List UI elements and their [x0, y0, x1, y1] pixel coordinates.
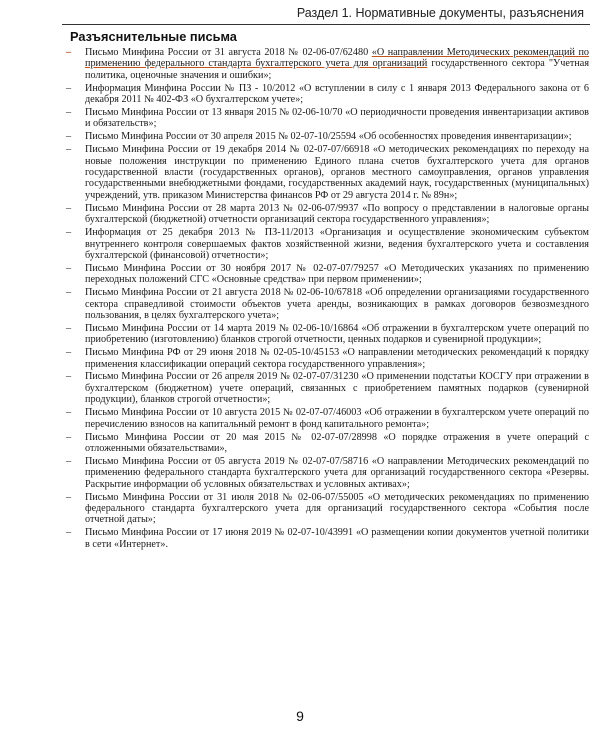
dash-marker: – — [66, 347, 72, 359]
dash-marker: – — [66, 371, 72, 383]
list-item — [62, 456, 589, 490]
dash-marker: – — [66, 431, 72, 443]
list-item — [62, 227, 589, 261]
list-item — [62, 47, 589, 81]
list-item — [62, 432, 589, 455]
list-item — [62, 287, 589, 321]
section-header: Раздел 1. Нормативные документы, разъяснения — [296, 6, 584, 20]
list-item — [62, 323, 589, 346]
list-item-text: Письмо Минфина РФ от 29 июня 2018 № 02-05-10/45153 «О направлении методических рекомендаций к порядку применения классификации операций сектора государственного управления»; — [85, 347, 589, 370]
list-item-text: Письмо Минфина России от 05 августа 2019 № 02-07-07/58716 «О направлении Методических рекомендаций по применению федерального стандарта бухгалтерского учета для организаций государственного сектора «Резервы. Раскрытие информации об условных обязательствах и условных активах»; — [85, 455, 589, 490]
dash-marker: – — [66, 144, 72, 156]
list-item-text: Письмо Минфина России от 14 марта 2019 № 02-06-10/16864 «Об отражении в бухгалтерском учете операций по приобретению (изготовлению) бланков строгой отчетности, ценных подарков и сувенирной продукции»; — [85, 322, 589, 346]
list-item-text: Письмо Минфина России от 30 ноября 2017 № 02-07-07/79257 «О Методических указаниях по применению переходных положений СГС «Основные средства» при первом применении»; — [85, 262, 589, 286]
dash-marker: – — [66, 262, 72, 274]
list-item-text: Письмо Минфина России от 13 января 2015 № 02-06-10/70 «О периодичности проведения инвентаризации активов и обязательств»; — [85, 107, 589, 130]
letters-list — [62, 47, 589, 552]
dash-marker: – — [66, 227, 72, 239]
list-item-text: Письмо Минфина России от 21 августа 2018 № 02-06-10/67818 «Об определении организациями государственного сектора справедливой стоимости объектов учета аренды, возникающих в рамках договоров безвозмездного пользования, в целях бухгалтерского учета»; — [85, 287, 589, 321]
pen-underlined-text: «О направлении Методических рекомендаций по применению федерального стандарта бухгалтерского учета для организаций — [85, 47, 589, 70]
list-item-text: государственного сектора "Учетная политика, оценочные значения и ошибки»; — [85, 58, 590, 81]
list-item — [62, 83, 589, 106]
list-item — [62, 203, 589, 226]
list-item-text: Письмо Минфина России от 31 августа 2018 № 02-06-07/62480 — [85, 47, 372, 58]
dash-marker: – — [66, 82, 72, 94]
dash-marker: – — [66, 491, 72, 503]
dash-marker: – — [66, 455, 72, 467]
dash-marker: – — [66, 527, 72, 539]
list-item-text: Письмо Минфина России от 19 декабря 2014 № 02-07-07/66918 «О методических рекомендациях по переходу на новые положения инструкции по применению Единого плана счетов бухгалтерского учета для органов государственной власти (государственных органов), органов местного самоуправления, органов управления государственными внебюджетными фондами, государственных академий наук, государственных (муниципальных) учреждений, утв. приказом Министерства финансов РФ от 29 августа 2014 г. № 89н»; — [85, 144, 589, 201]
list-item — [62, 131, 589, 142]
page-number: 9 — [296, 708, 304, 724]
dash-marker: – — [66, 407, 72, 419]
dash-marker: – — [66, 202, 72, 214]
list-item — [62, 371, 589, 405]
header-divider — [62, 24, 590, 25]
list-item — [62, 107, 589, 130]
list-item — [62, 492, 589, 526]
dash-marker: – — [66, 287, 72, 299]
list-item-text: Письмо Минфина России от 20 мая 2015 № 02-07-07/28998 «О порядке отражения в учете операций с отложенными обязательствами», — [85, 431, 589, 454]
list-item — [62, 263, 589, 286]
list-item — [62, 527, 589, 550]
pen-dash-marker: – — [66, 47, 72, 58]
list-item-text: Письмо Минфина России от 28 марта 2013 № 02-06-07/9937 «По вопросу о представлении в налоговые органы бухгалтерской (бюджетной) отчетности организаций сектора государственного управления»; — [85, 202, 589, 226]
list-item-text: Информация от 25 декабря 2013 № ПЗ-11/2013 «Организация и осуществление экономическим субъектом внутреннего контроля совершаемых фактов хозяйственной жизни, ведения бухгалтерского учета и составления бухгалтерской (финансовой) отчетности»; — [85, 227, 589, 261]
dash-marker: – — [66, 107, 72, 119]
list-item-text: Письмо Минфина России от 30 апреля 2015 № 02-07-10/25594 «Об особенностях проведения инвентаризации»; — [85, 131, 572, 143]
list-item-text: Письмо Минфина России от 31 июля 2018 № 02-06-07/55005 «О методических рекомендациях по применению федерального стандарта бухгалтерского учета для организаций государственного сектора «События после отчетной даты»; — [85, 491, 589, 526]
list-item — [62, 347, 589, 370]
dash-marker: – — [66, 322, 72, 334]
list-item-text: Письмо Минфина России от 10 августа 2015 № 02-07-07/46003 «Об отражении в бухгалтерском учете операций по перечислению взносов на капитальный ремонт в фонд капитального ремонта»; — [85, 407, 589, 430]
list-item-text: Информация Минфина России № ПЗ - 10/2012 «О вступлении в силу с 1 января 2013 Федерального закона от 6 декабря 2011 № 402-ФЗ «О бухгалтерском учете»; — [85, 82, 589, 106]
list-item — [62, 407, 589, 430]
list-item — [62, 144, 589, 201]
section-title: Разъяснительные письма — [70, 29, 237, 44]
dash-marker: – — [66, 131, 72, 143]
list-item-text: Письмо Минфина России от 26 апреля 2019 № 02-07-07/31230 «О применении подстатьи КОСГУ при отражении в бухгалтерском (бюджетном) учете операций, связанных с приобретением памятных подарков (сувенирной продукции), бланков строгой отчетности»; — [85, 371, 589, 406]
list-item-text: Письмо Минфина России от 17 июня 2019 № 02-07-10/43991 «О размещении копии документов учетной политики в сети «Интернет». — [85, 527, 589, 550]
